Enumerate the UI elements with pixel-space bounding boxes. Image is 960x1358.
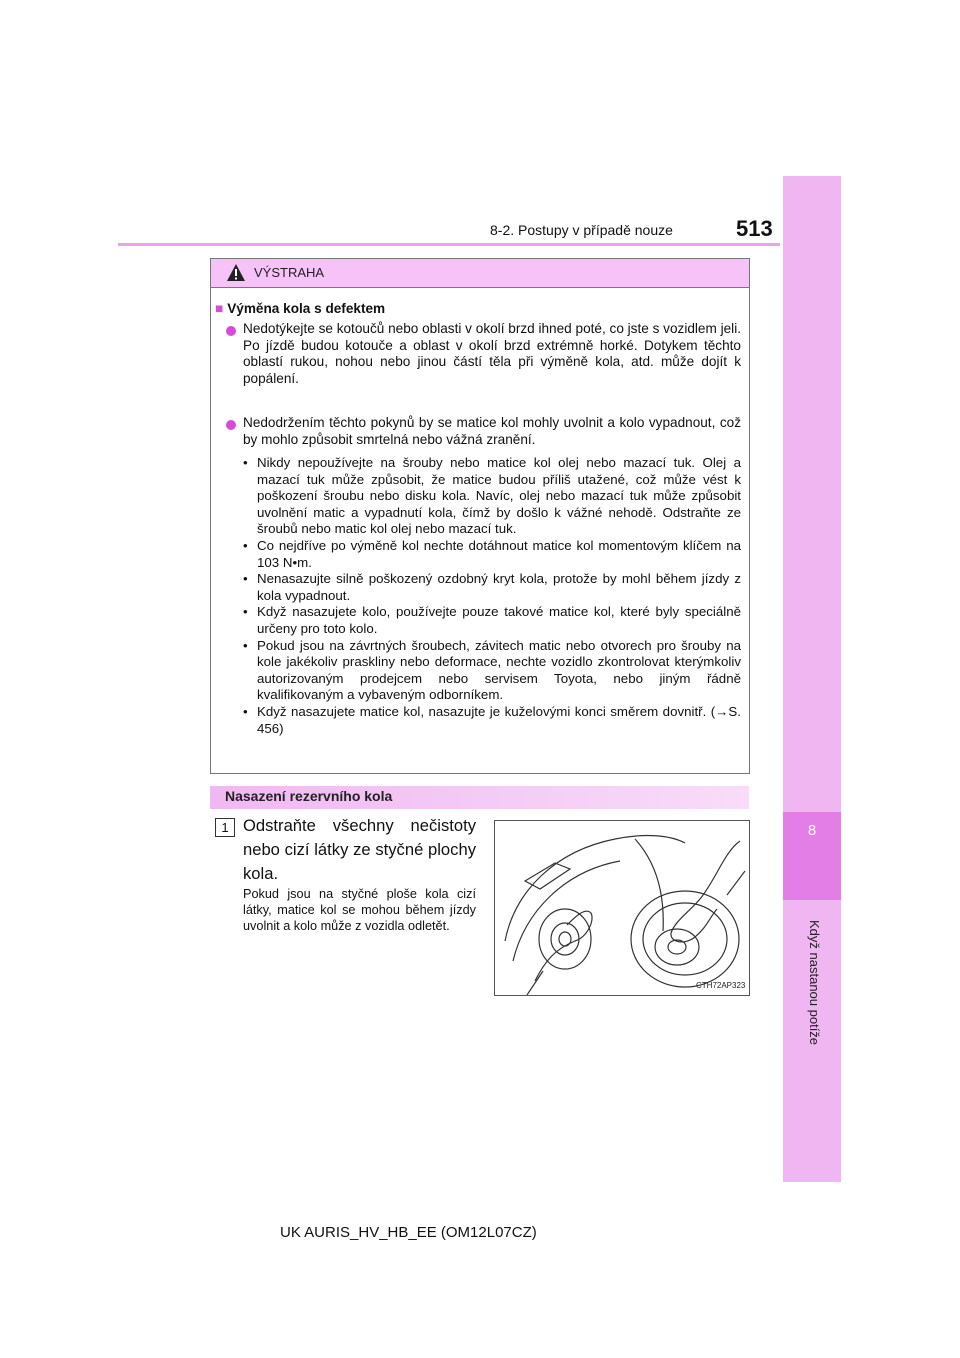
section-title: 8-2. Postupy v případě nouze	[490, 222, 673, 238]
list-item: • Když nasazujete kolo, používejte pouze takové matice kol, které byly speciálně určeny pro toto kolo.	[243, 604, 741, 637]
wheel-cleaning-illustration	[494, 820, 750, 996]
step-note: Pokud jsou na styčné ploše kola cizí látky, matice kol se mohou během jízdy uvolnit a kolo může z vozidla odletět.	[243, 887, 476, 933]
list-item: • Když nasazujete matice kol, nasazujte je kuželovými konci směrem dovnitř. (→S. 456)	[243, 704, 741, 737]
step-text: Odstraňte všechny nečistoty nebo cizí látky ze styčné plochy kola.	[243, 816, 476, 883]
header-rule	[118, 243, 780, 246]
warning-sub-list	[243, 455, 741, 737]
list-item: • Nenasazujte silně poškozený ozdobný kryt kola, protože by mohl během jízdy z kola vypadnout.	[243, 571, 741, 604]
warning-heading	[215, 301, 385, 316]
warning-paragraph: Nedodržením těchto pokynů by se matice kol mohly uvolnit a kolo vypadnout, což by mohlo způsobit smrtelná nebo vážná zranění.	[243, 415, 741, 447]
warning-paragraph: Nedotýkejte se kotoučů nebo oblasti v okolí brzd ihned poté, co jste s vozidlem jeli. Po jízdě budou kotouče a oblast v okolí brzd extrémně horké. Dotykem těchto oblastí rukou, nohou nebo jinou částí těla při výměně kola, atd. může dojít k popálení.	[243, 321, 741, 386]
square-bullet-icon: ■	[215, 301, 224, 316]
page-number: 513	[736, 216, 773, 241]
warning-heading-text: Výměna kola s defektem	[227, 301, 386, 316]
chapter-number: 8	[807, 822, 817, 839]
list-item: • Co nejdříve po výměně kol nechte dotáhnout matice kol momentovým klíčem na 103 N•m.	[243, 538, 741, 571]
footer-doc-id: UK AURIS_HV_HB_EE (OM12L07CZ)	[280, 1224, 537, 1241]
section-heading: Nasazení rezervního kola	[225, 788, 393, 804]
list-item: • Pokud jsou na závrtných šroubech, závitech matic nebo otvorech pro šrouby na kole jakékoliv praskliny nebo deformace, nechte vozidlo zkontrolovat kterýmkoliv autorizovaným prodejcem nebo servisem Toyota, nebo jiným řádně kvalifikovaným a vybaveným odborníkem.	[243, 638, 741, 704]
chapter-title: Když nastanou potíže	[807, 920, 822, 1046]
illustration-code: CTH72AP323	[696, 981, 746, 990]
warning-triangle-icon	[226, 263, 246, 283]
circle-bullet-icon	[226, 326, 236, 336]
warning-title: VÝSTRAHA	[254, 265, 325, 280]
step-number: 1	[215, 818, 235, 837]
circle-bullet-icon	[226, 420, 236, 430]
list-item: • Nikdy nepoužívejte na šrouby nebo matice kol olej nebo mazací tuk. Olej a mazací tuk může způsobit, že matice budou příliš utažené, což může vést k poškození šroubu nebo disku kola. Navíc, olej nebo mazací tuk může způsobit uvolnění matic a vypadnutí kola, čímž by došlo k vážné nehodě. Odstraňte ze šroubů nebo matic kol olej nebo mazací tuk.	[243, 455, 741, 538]
